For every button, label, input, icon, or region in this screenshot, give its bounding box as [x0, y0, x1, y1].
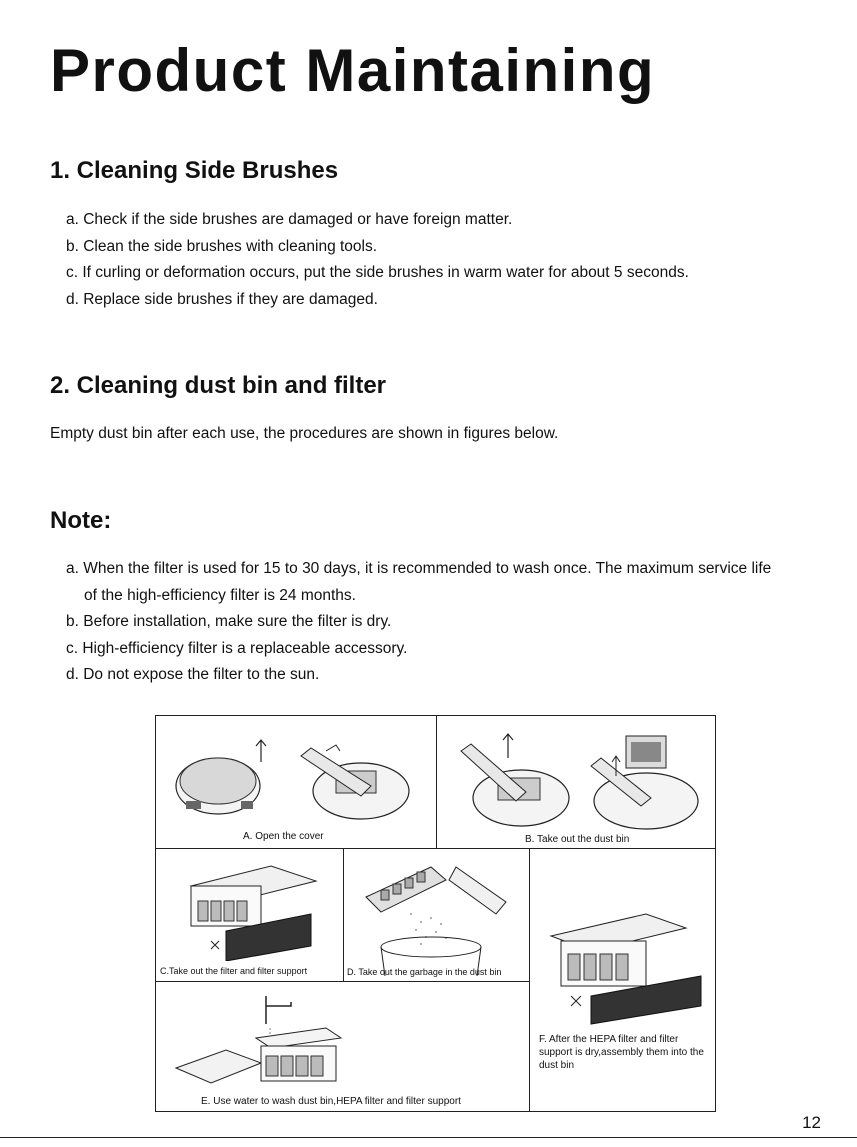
- figure-caption-d: D. Take out the garbage in the dust bin: [347, 967, 502, 977]
- list-item: b. Before installation, make sure the filter is dry.: [66, 613, 392, 630]
- robot-open-cover-illustration: [166, 726, 431, 831]
- wash-dust-bin-illustration: [166, 988, 496, 1093]
- list-item: c. If curling or deformation occurs, put the side brushes in warm water for about 5 seconds.: [66, 264, 689, 281]
- note-list: [66, 556, 771, 689]
- procedure-figure-grid: [155, 715, 716, 1112]
- note-heading: Note:: [50, 507, 112, 534]
- section-heading-dust-bin: 2. Cleaning dust bin and filter: [50, 372, 387, 399]
- figure-caption-e: E. Use water to wash dust bin,HEPA filter and filter support: [201, 1096, 461, 1107]
- footer-divider: [0, 1137, 857, 1138]
- list-item: a. Check if the side brushes are damaged or have foreign matter.: [66, 211, 513, 228]
- figure-caption-a: A. Open the cover: [243, 831, 324, 842]
- section-heading-side-brushes: 1. Cleaning Side Brushes: [50, 157, 339, 184]
- figure-caption-b: B. Take out the dust bin: [525, 834, 630, 845]
- list-item: d. Do not expose the filter to the sun.: [66, 666, 320, 683]
- list-item: b. Clean the side brushes with cleaning tools.: [66, 237, 378, 255]
- side-brushes-list: [66, 207, 689, 313]
- list-item: a. When the filter is used for 15 to 30 days, it is recommended to wash once. The maximum service life: [66, 560, 772, 577]
- figure-caption-c: C.Take out the filter and filter support: [160, 966, 308, 976]
- reassemble-filter-illustration: [536, 896, 711, 1026]
- robot-take-out-bin-illustration: [446, 726, 711, 836]
- list-item: c. High-efficiency filter is a replaceable accessory.: [66, 639, 408, 657]
- page-number: 12: [802, 1113, 821, 1132]
- figure-caption-f: F. After the HEPA filter and filter support is dry,assembly them into the dust bin: [539, 1034, 704, 1071]
- filter-removal-illustration: [166, 856, 336, 961]
- list-item-continuation: of the high-efficiency filter is 24 months.: [84, 586, 356, 604]
- dust-bin-intro: Empty dust bin after each use, the procedures are shown in figures below.: [50, 425, 559, 442]
- empty-bin-illustration: [351, 852, 526, 977]
- list-item: d. Replace side brushes if they are damaged.: [66, 290, 378, 308]
- page-title: Product Maintaining: [50, 37, 656, 104]
